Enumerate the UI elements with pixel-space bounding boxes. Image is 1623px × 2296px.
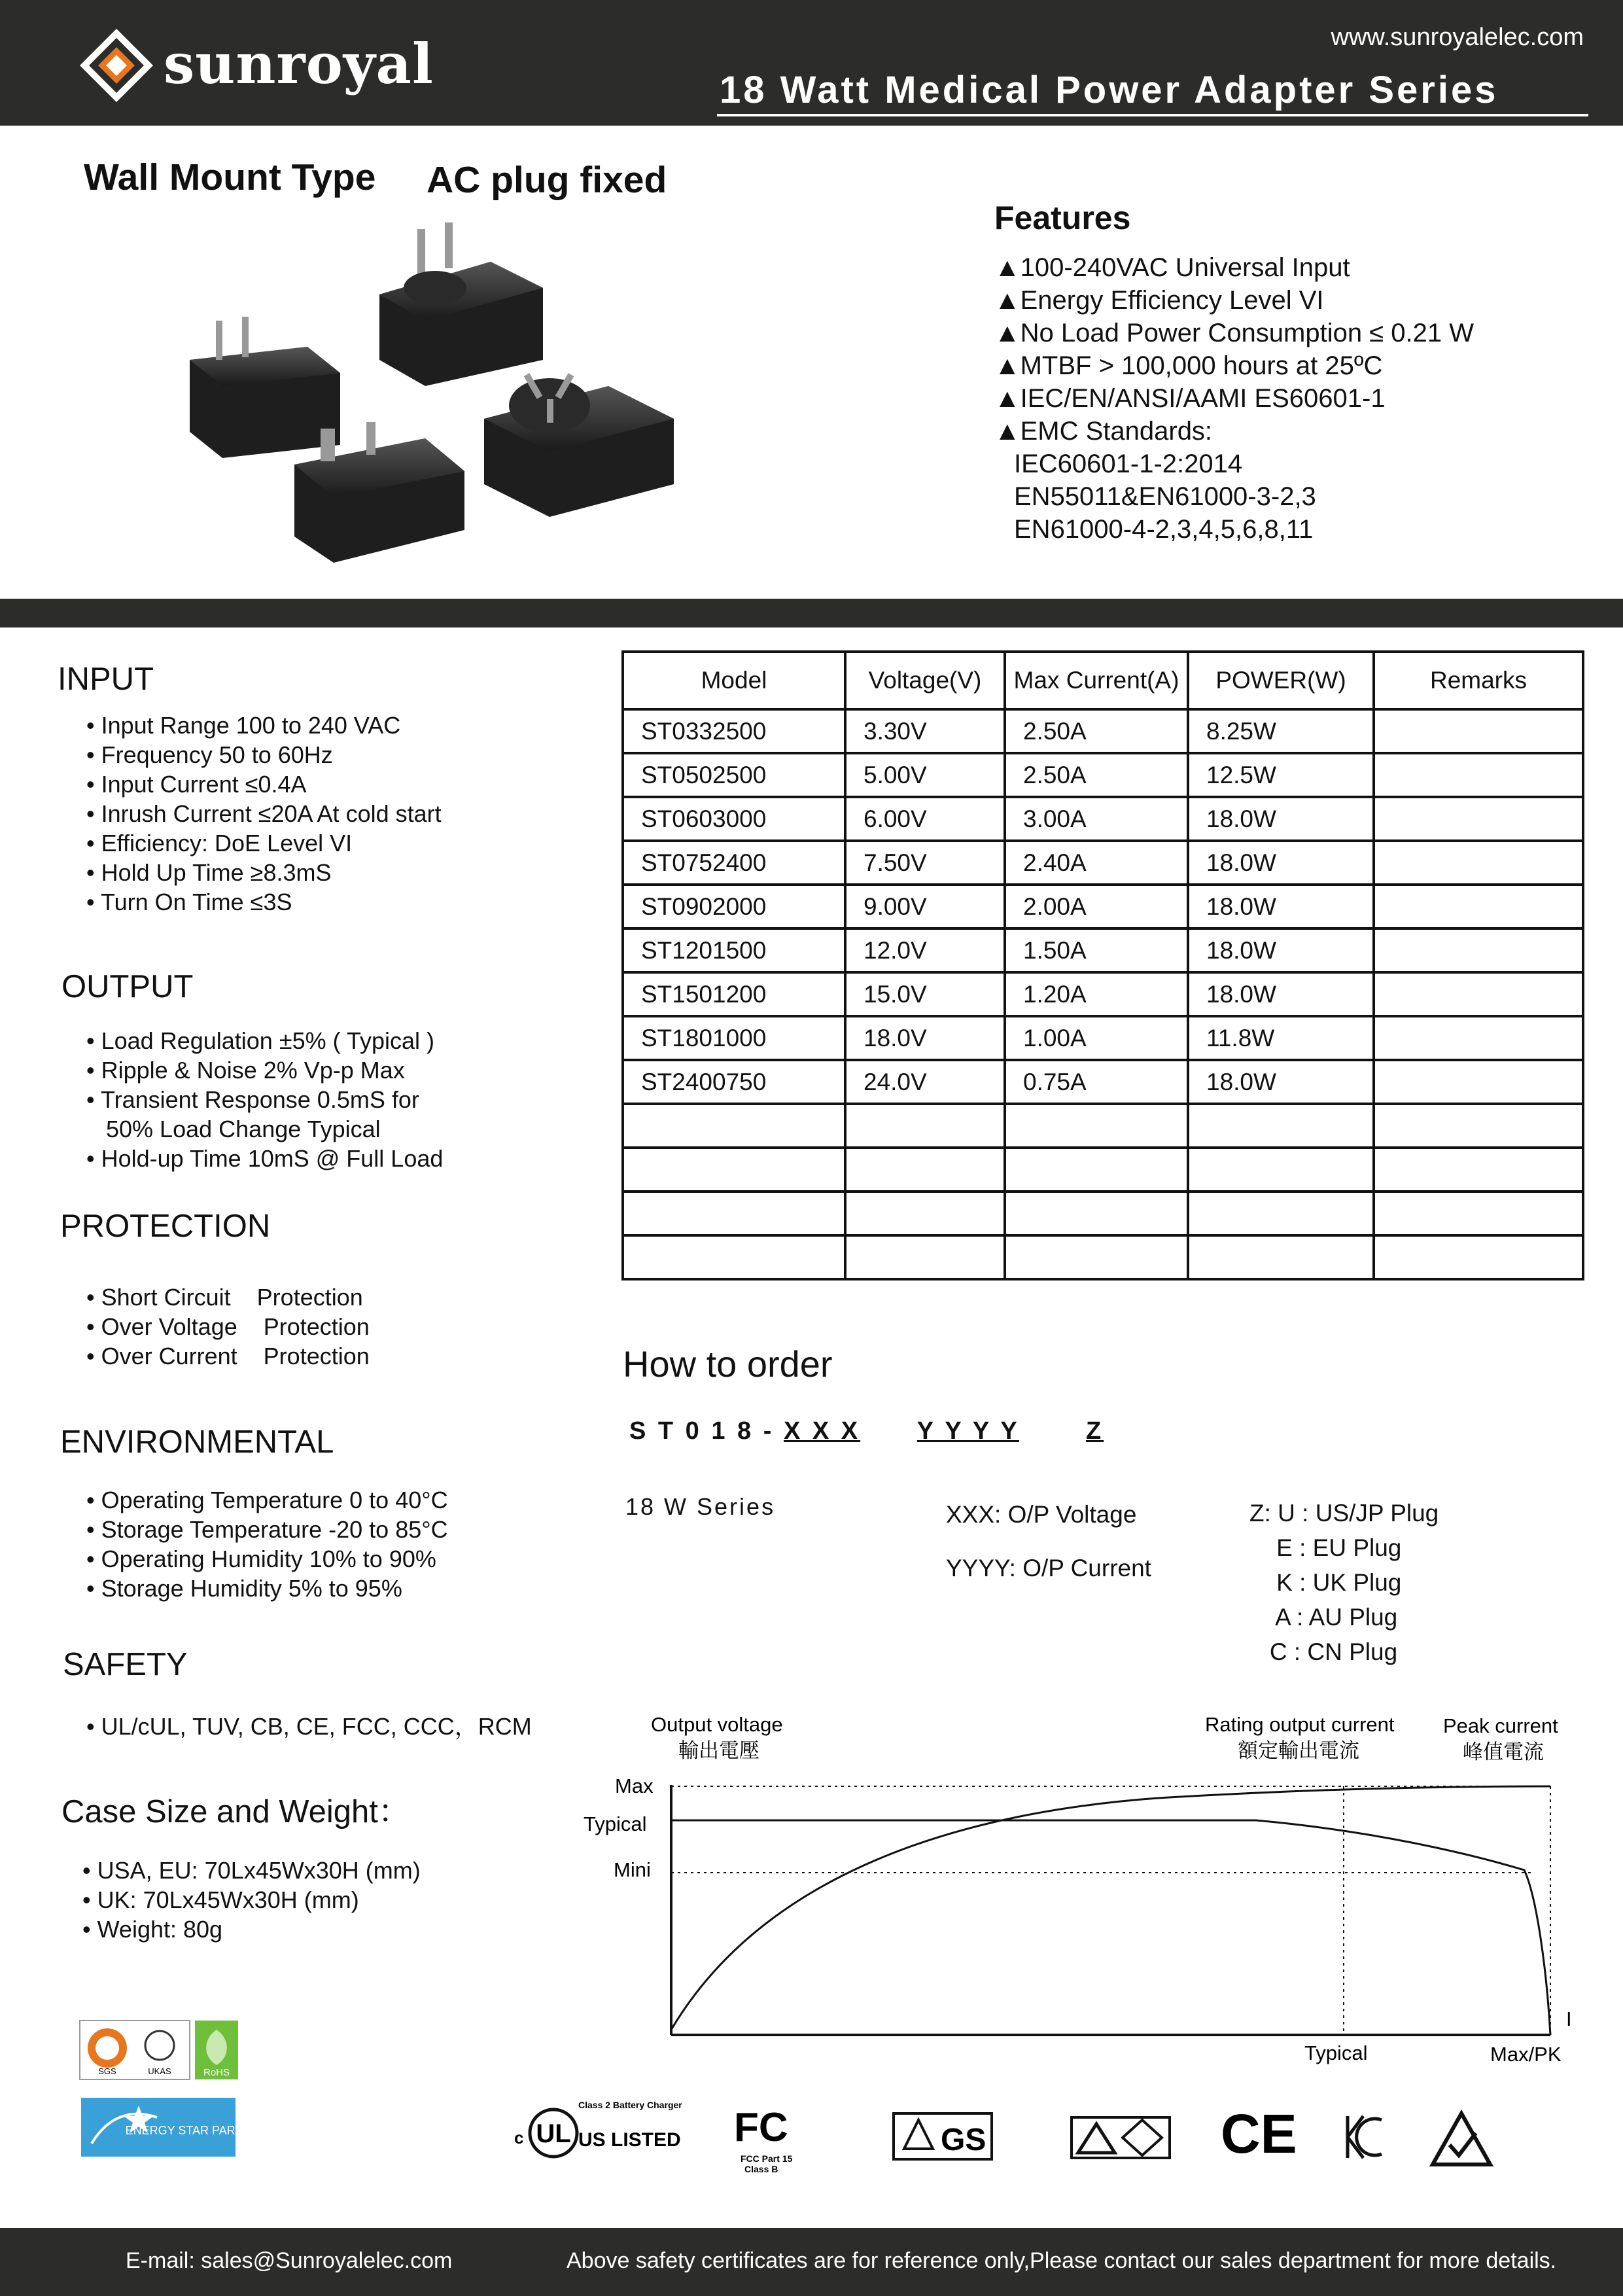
cell-remarks <box>1374 928 1583 972</box>
cell-remarks <box>1374 797 1583 841</box>
table-row <box>623 841 1583 885</box>
voltage-note: XXX: O/P Voltage <box>946 1501 1137 1528</box>
cell-power <box>1188 1192 1374 1235</box>
cell-model: ST1201500 <box>623 928 845 972</box>
fcc-caption-2: Class B <box>744 2164 778 2174</box>
cell-power: 12.5W <box>1188 753 1374 797</box>
cell-model: ST0603000 <box>623 797 845 841</box>
svg-text:UL: UL <box>536 2119 571 2148</box>
rcm-icon <box>1433 2113 1490 2164</box>
cell-remarks <box>1374 1016 1583 1060</box>
plug-fixed-heading: AC plug fixed <box>427 159 667 201</box>
cell-model: ST2400750 <box>623 1060 845 1104</box>
input-item: • Hold Up Time ≥8.3mS <box>86 859 332 886</box>
cell-model <box>623 1235 845 1279</box>
website-link[interactable]: www.sunroyalelec.com <box>1331 24 1584 51</box>
label-x-maxpk: Max/PK <box>1490 2043 1562 2066</box>
voltage-curve <box>671 1820 1550 2035</box>
input-item: • Inrush Current ≤20A At cold start <box>86 800 442 827</box>
cell-remarks <box>1374 1060 1583 1104</box>
label-rating-current: Rating output current <box>1205 1713 1395 1736</box>
protection-title: PROTECTION <box>60 1209 271 1244</box>
protection-list <box>86 1282 370 1371</box>
case-item: • UK: 70Lx45Wx30H (mm) <box>82 1886 359 1913</box>
cell-model: ST0902000 <box>623 885 845 928</box>
cell-remarks <box>1374 1192 1583 1235</box>
table-row <box>623 1060 1583 1104</box>
input-item: • Input Range 100 to 240 VAC <box>86 712 401 739</box>
cell-current: 2.00A <box>1005 885 1188 928</box>
series-title: 18 Watt Medical Power Adapter Series <box>720 69 1499 111</box>
protection-item: • Short Circuit Protection <box>86 1284 363 1311</box>
cell-remarks <box>1374 972 1583 1016</box>
table-row <box>623 1235 1583 1279</box>
sunroyal-logo-icon <box>77 26 156 105</box>
svg-text:FC: FC <box>734 2105 788 2150</box>
label-peak-current: Peak current <box>1443 1714 1558 1737</box>
cell-current: 2.40A <box>1005 841 1188 885</box>
environmental-title: ENVIRONMENTAL <box>60 1424 334 1460</box>
cell-voltage: 3.30V <box>845 709 1005 753</box>
label-y-typical: Typical <box>584 1812 647 1835</box>
table-header-row <box>623 652 1583 709</box>
input-list <box>86 711 442 917</box>
input-item: • Efficiency: DoE Level VI <box>86 830 353 857</box>
label-output-voltage-cn: 輸出電壓 <box>678 1739 759 1763</box>
features-title: Features <box>994 200 1131 236</box>
cell-current: 1.20A <box>1005 972 1188 1016</box>
cell-voltage <box>845 1192 1005 1235</box>
gs-text: GS <box>941 2123 986 2157</box>
energy-star-text: ENERGY STAR PARTNER <box>125 2124 268 2137</box>
cell-remarks <box>1374 709 1583 753</box>
feature-item: EN61000-4-2,3,4,5,6,8,11 <box>1014 515 1314 544</box>
label-y-mini: Mini <box>614 1858 651 1881</box>
us-adapter <box>190 317 340 458</box>
output-item: • Ripple & Noise 2% Vp-p Max <box>86 1057 405 1084</box>
series-note: 18 W Series <box>625 1493 776 1520</box>
cell-voltage: 15.0V <box>845 972 1005 1016</box>
label-x-axis-mark: I <box>1566 2007 1572 2030</box>
cell-current: 1.50A <box>1005 928 1188 972</box>
cell-power: 18.0W <box>1188 885 1374 928</box>
environmental-item: • Operating Temperature 0 to 40°C <box>86 1487 448 1513</box>
rohs-text: RoHS <box>203 2067 230 2078</box>
cell-power <box>1188 1235 1374 1279</box>
ul-listed-text: US LISTED <box>578 2129 681 2151</box>
order-code-prefix: S T 0 1 8 - <box>629 1417 784 1445</box>
label-y-max: Max <box>615 1775 654 1797</box>
footer-note: Above safety certificates are for reference only,Please contact our sales department for more details. <box>567 2248 1557 2273</box>
cell-voltage: 6.00V <box>845 797 1005 841</box>
model-table <box>621 650 1584 1280</box>
label-rating-current-cn: 額定輸出電流 <box>1238 1739 1359 1763</box>
cell-current: 2.50A <box>1005 709 1188 753</box>
cell-voltage <box>845 1148 1005 1192</box>
cell-model: ST1801000 <box>623 1016 845 1060</box>
output-item: • Transient Response 0.5mS for <box>86 1086 419 1113</box>
table-row <box>623 972 1583 1016</box>
current-note: YYYY: O/P Current <box>946 1555 1151 1581</box>
input-item: • Frequency 50 to 60Hz <box>86 741 333 768</box>
input-item: • Input Current ≤0.4A <box>86 771 307 798</box>
fcc-caption-1: FCC Part 15 <box>741 2153 793 2164</box>
cell-voltage: 9.00V <box>845 885 1005 928</box>
cell-power: 18.0W <box>1188 841 1374 885</box>
col-header-remarks: Remarks <box>1374 652 1583 709</box>
output-title: OUTPUT <box>61 969 194 1004</box>
feature-item: ▲100-240VAC Universal Input <box>994 253 1350 282</box>
ce-icon <box>1221 2103 1297 2164</box>
cell-voltage: 24.0V <box>845 1060 1005 1104</box>
output-list <box>86 1026 443 1173</box>
cell-model: ST0752400 <box>623 841 845 885</box>
footer-email[interactable]: E-mail: sales@Sunroyalelec.com <box>126 2248 453 2273</box>
cell-power: 18.0W <box>1188 972 1374 1016</box>
environmental-item: • Operating Humidity 10% to 90% <box>86 1545 436 1572</box>
safety-item: • UL/cUL, TUV, CB, CE, FCC, CCC，RCM <box>86 1713 532 1740</box>
table-row <box>623 1192 1583 1235</box>
cell-power <box>1188 1148 1374 1192</box>
cell-voltage: 7.50V <box>845 841 1005 885</box>
cell-remarks <box>1374 885 1583 928</box>
environmental-list <box>86 1485 448 1603</box>
cell-current <box>1005 1148 1188 1192</box>
pse-icon <box>1072 2117 1170 2158</box>
cell-model: ST0332500 <box>623 709 845 753</box>
divider-band <box>0 599 1623 627</box>
cell-remarks <box>1374 1235 1583 1279</box>
feature-item: ▲MTBF > 100,000 hours at 25ºC <box>994 351 1383 380</box>
environmental-item: • Storage Humidity 5% to 95% <box>86 1575 402 1602</box>
safety-list <box>86 1712 532 1741</box>
output-item: • Hold-up Time 10mS @ Full Load <box>86 1145 444 1172</box>
cell-voltage <box>845 1104 1005 1148</box>
cell-current <box>1005 1104 1188 1148</box>
safety-title: SAFETY <box>63 1647 188 1682</box>
cell-power: 8.25W <box>1188 709 1374 753</box>
cell-model: ST0502500 <box>623 753 845 797</box>
cell-current: 1.00A <box>1005 1016 1188 1060</box>
col-header-voltage: Voltage(V) <box>845 652 1005 709</box>
current-curve <box>671 1786 1550 2030</box>
rohs-icon <box>195 2021 238 2079</box>
ukas-text: UKAS <box>148 2066 171 2076</box>
table-row <box>623 1148 1583 1192</box>
cell-current <box>1005 1235 1188 1279</box>
sgs-ukas-icon <box>80 2021 190 2079</box>
plug-options: Z: U : US/JP Plug E : EU Plug K : UK Plug A : AU Plug C : CN Plug <box>1249 1500 1439 1665</box>
cell-power: 11.8W <box>1188 1016 1374 1060</box>
cert-badges-left <box>79 2019 268 2163</box>
au-adapter <box>484 373 674 517</box>
feature-item: ▲No Load Power Consumption ≤ 0.21 W <box>994 319 1475 347</box>
cert-badges-row <box>501 2094 1535 2179</box>
cell-power: 18.0W <box>1188 797 1374 841</box>
cell-power <box>1188 1104 1374 1148</box>
cell-power: 18.0W <box>1188 1060 1374 1104</box>
feature-item: ▲Energy Efficiency Level VI <box>994 286 1324 315</box>
input-title: INPUT <box>58 662 154 697</box>
protection-item: • Over Current Protection <box>86 1343 370 1369</box>
cell-voltage: 12.0V <box>845 928 1005 972</box>
wall-mount-heading: Wall Mount Type <box>84 156 376 198</box>
features-list <box>994 251 1474 546</box>
col-header-power: POWER(W) <box>1188 652 1374 709</box>
cell-model <box>623 1192 845 1235</box>
feature-item: ▲EMC Standards: <box>994 417 1213 446</box>
cell-power: 18.0W <box>1188 928 1374 972</box>
header-rule <box>717 114 1588 116</box>
svg-text:c: c <box>514 2128 524 2147</box>
ce-text: CE <box>1221 2103 1297 2164</box>
case-title: Case Size and Weight： <box>61 1794 410 1829</box>
cul-us-listed-icon <box>514 2100 682 2157</box>
table-row <box>623 709 1583 753</box>
order-code-current: Y Y Y Y <box>916 1417 1020 1445</box>
table-row <box>623 928 1583 972</box>
feature-item: EN55011&EN61000-3-2,3 <box>1014 482 1316 511</box>
brand-name: sunroyal <box>164 31 434 96</box>
how-to-order-title: How to order <box>623 1343 833 1385</box>
environmental-item: • Storage Temperature -20 to 85°C <box>86 1516 448 1543</box>
cell-voltage <box>845 1235 1005 1279</box>
label-output-voltage: Output voltage <box>651 1713 783 1736</box>
ul-caption: Class 2 Battery Charger <box>578 2100 682 2110</box>
cell-current <box>1005 1192 1188 1235</box>
cell-remarks <box>1374 753 1583 797</box>
case-list <box>82 1856 421 1944</box>
table-row <box>623 1016 1583 1060</box>
case-item: • Weight: 80g <box>82 1916 223 1943</box>
table-row <box>623 753 1583 797</box>
order-code-voltage: X X X <box>783 1417 861 1445</box>
input-item: • Turn On Time ≤3S <box>86 889 292 915</box>
cell-model <box>623 1148 845 1192</box>
cell-current: 0.75A <box>1005 1060 1188 1104</box>
label-peak-current-cn: 峰值電流 <box>1463 1740 1544 1764</box>
kc-icon <box>1348 2116 1382 2158</box>
order-code <box>629 1417 1104 1445</box>
cell-model <box>623 1104 845 1148</box>
tuv-gs-icon <box>894 2113 992 2159</box>
feature-item: ▲IEC/EN/ANSI/AAMI ES60601-1 <box>994 384 1386 413</box>
case-item: • USA, EU: 70Lx45Wx30H (mm) <box>82 1857 421 1884</box>
energy-star-icon <box>81 2098 267 2157</box>
table-row <box>623 885 1583 928</box>
col-header-current: Max Current(A) <box>1005 652 1188 709</box>
table-row <box>623 797 1583 841</box>
order-code-plug: Z <box>1085 1417 1104 1445</box>
label-x-typical: Typical <box>1304 2041 1368 2064</box>
cell-current: 2.50A <box>1005 753 1188 797</box>
protection-item: • Over Voltage Protection <box>86 1313 370 1340</box>
cell-current: 3.00A <box>1005 797 1188 841</box>
eu-adapter <box>379 222 543 386</box>
sgs-text: SGS <box>98 2066 116 2076</box>
product-photo <box>177 222 687 576</box>
fcc-icon <box>734 2105 793 2174</box>
table-row <box>623 1104 1583 1148</box>
output-item: 50% Load Change Typical <box>86 1116 381 1142</box>
output-curve-diagram <box>569 1701 1590 2081</box>
output-item: • Load Regulation ±5% ( Typical ) <box>86 1027 434 1054</box>
cell-remarks <box>1374 841 1583 885</box>
feature-item: IEC60601-1-2:2014 <box>1014 450 1243 478</box>
cell-model: ST1501200 <box>623 972 845 1016</box>
col-header-model: Model <box>623 652 845 709</box>
cell-voltage: 18.0V <box>845 1016 1005 1060</box>
cell-remarks <box>1374 1148 1583 1192</box>
cell-voltage: 5.00V <box>845 753 1005 797</box>
cell-remarks <box>1374 1104 1583 1148</box>
